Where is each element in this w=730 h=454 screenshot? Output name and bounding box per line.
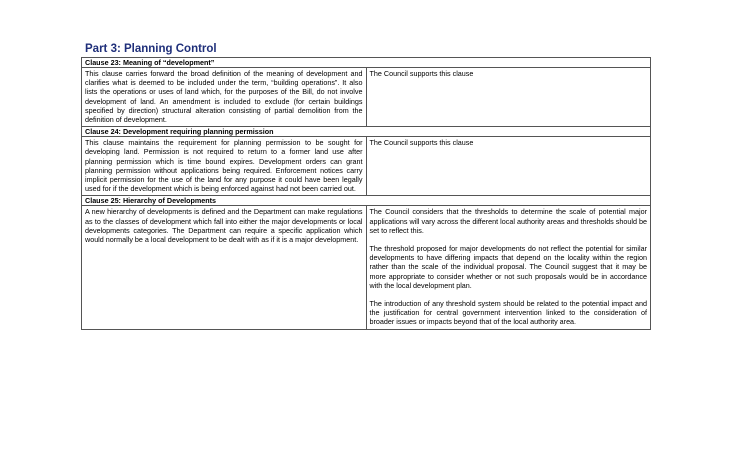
clauses-table [81,57,651,330]
response-paragraph: The threshold proposed for major developments do not reflect the potential for similar developments to have differing impacts that depend on the locality within the region rather than the scale of the individual proposal. The Council suggest that it may be more appropriate to consider whether or not such proposals would be in accordance with the local development plan. [369,244,647,290]
clause-heading: Clause 24: Development requiring planning permission [82,127,651,137]
clause-heading: Clause 23: Meaning of “development” [82,58,651,68]
clause-heading: Clause 25: Hierarchy of Developments [82,196,651,206]
response-paragraph: The Council considers that the thresholds to determine the scale of potential major applications will vary across the different local authority areas and thresholds should be set to reflect this. [369,207,647,235]
clause-row [82,68,651,127]
response-paragraph: The introduction of any threshold system should be related to the potential impact and the justification for central government intervention linked to the consideration of broader issues or impacts beyond that of the local authority area. [369,299,647,327]
clause-heading-row [82,58,651,68]
council-response [366,206,651,329]
response-paragraph: The Council supports this clause [369,138,474,148]
clause-heading-row [82,127,651,137]
clause-row [82,206,651,329]
clause-summary: This clause maintains the requirement for planning permission to be sought for developing land. Permission is not required to return to a former land use after planning permission which is time bound expires. Development orders can grant planning permission without applications being required. Enforcement notices carry implicit permission for the use of the land for any purpose it could have been legally used for if the development which is being enforced against had not been carried out. [82,137,367,196]
part-title: Part 3: Planning Control [85,43,217,55]
council-response [366,137,651,196]
clause-heading-row [82,196,651,206]
clause-summary: A new hierarchy of developments is defined and the Department can make regulations as to the classes of development which fall into either the major developments or local developments categories. The Department can require a specific application which would normally be a local development to be dealt with as if it is a major development. [82,206,367,329]
clause-summary: This clause carries forward the broad definition of the meaning of development and clarifies what is deemed to be included under the term, “building operations”. It also lists the operations or uses of land which, for the purposes of the Bill, do not involve development of land. An amendment is included to exclude (for certain buildings specified by direction) structural alteration consisting of partial demolition from the definition of development. [82,68,367,127]
council-response [366,68,651,127]
response-paragraph: The Council supports this clause [369,69,474,78]
clause-row [82,137,651,196]
